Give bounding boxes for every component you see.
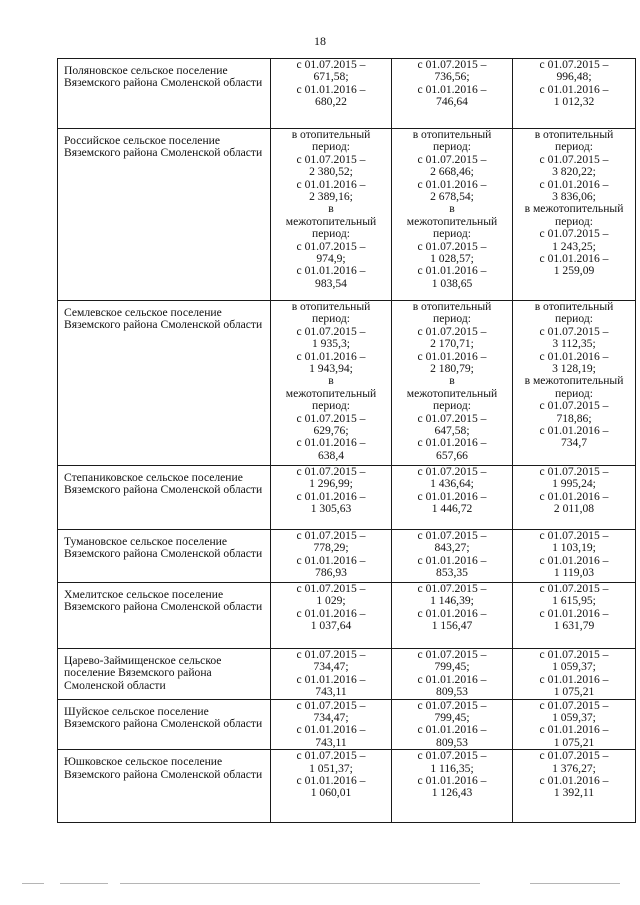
tariff-cell-1: [271, 59, 392, 129]
tariff-line: с 01.01.2016 –: [417, 436, 487, 450]
tariff-line: период:: [312, 399, 350, 413]
tariff-line: межотопительный: [406, 386, 498, 400]
tariff-cell-3: [513, 583, 636, 649]
tariff-line: 2 180,79;: [430, 362, 474, 376]
tariff-line: с 01.07.2015 –: [417, 648, 487, 661]
tariff-line: с 01.01.2016 –: [539, 82, 609, 96]
tariff-cell-3: [513, 699, 636, 750]
tariff-line: 2 668,46;: [430, 165, 474, 179]
tariff-line: 1 075,21: [553, 735, 595, 749]
tariff-line: 1 296,99;: [309, 477, 353, 491]
tariff-line: в отопительный: [412, 300, 492, 313]
tariff-line: с 01.07.2015 –: [296, 529, 366, 542]
tariff-line: с 01.07.2015 –: [539, 399, 609, 413]
tariff-cell-2: [392, 649, 513, 700]
tariff-line: с 01.01.2016 –: [296, 82, 366, 96]
tariff-line: 734,47;: [313, 711, 349, 725]
tariff-cell-3: [513, 530, 636, 583]
tariff-line: в: [328, 374, 334, 388]
tariff-line: 843,27;: [434, 541, 470, 555]
tariff-line: с 01.07.2015 –: [296, 239, 366, 253]
tariff-line: 1 059,37;: [552, 711, 596, 725]
tariff-cell-3: [513, 750, 636, 823]
tariff-line: 853,35: [436, 566, 468, 580]
tariff-line: с 01.01.2016 –: [417, 553, 487, 567]
tariff-line: 1 446,72: [431, 502, 473, 516]
tariff-cell-1: [271, 583, 392, 649]
tariff-line: 983,54: [315, 276, 347, 290]
tariff-cell-1: [271, 530, 392, 583]
tariff-line: с 01.07.2015 –: [417, 411, 487, 425]
tariff-line: 1 305,63: [310, 502, 352, 516]
table-row: [58, 699, 636, 750]
tariff-cell-2: [392, 530, 513, 583]
tariff-line: с 01.01.2016 –: [296, 774, 366, 788]
tariff-line: 2 170,71;: [430, 337, 474, 351]
tariff-line: период:: [555, 214, 593, 228]
tariff-line: 1 037,64: [310, 619, 352, 633]
tariff-cell-2: [392, 583, 513, 649]
tariff-line: 1 243,25;: [552, 239, 596, 253]
tariff-line: 1 119,03: [553, 566, 595, 580]
tariff-line: с 01.07.2015 –: [539, 529, 609, 542]
tariff-cell-1: [271, 301, 392, 466]
tariff-line: с 01.07.2015 –: [417, 582, 487, 595]
tariff-line: 3 112,35;: [552, 337, 596, 351]
settlement-name-cell: Российское сельское поселение Вяземского района Смоленской области: [58, 129, 271, 301]
settlement-name-cell: Царево-Займищенское сельское поселение Вяземского района Смоленской области: [58, 649, 271, 700]
settlement-name-cell: Степаниковское сельское поселение Вяземского района Смоленской области: [58, 466, 271, 530]
table-row: [58, 750, 636, 823]
tariff-cell-1: [271, 750, 392, 823]
tariff-line: с 01.07.2015 –: [417, 58, 487, 71]
tariff-line: с 01.01.2016 –: [539, 349, 609, 363]
tariff-line: 1 943,94;: [309, 362, 353, 376]
tariff-line: с 01.07.2015 –: [417, 698, 487, 712]
tariff-line: с 01.01.2016 –: [296, 606, 366, 620]
tariff-line: 809,53: [436, 685, 468, 699]
tariff-line: с 01.01.2016 –: [539, 723, 609, 737]
tariff-line: период:: [312, 312, 350, 326]
tariff-line: межотопительный: [406, 214, 498, 228]
tariff-line: с 01.07.2015 –: [296, 749, 366, 763]
tariff-line: с 01.01.2016 –: [539, 553, 609, 567]
tariff-line: с 01.01.2016 –: [417, 672, 487, 686]
tariff-line: 743,11: [315, 685, 347, 699]
tariff-table: [57, 58, 636, 823]
tariff-line: с 01.07.2015 –: [296, 152, 366, 166]
tariff-line: с 01.01.2016 –: [539, 252, 609, 266]
tariff-line: 1 631,79: [553, 619, 595, 633]
tariff-line: 1 995,24;: [552, 477, 596, 491]
tariff-cell-3: [513, 129, 636, 301]
table-row: [58, 583, 636, 649]
tariff-line: 1 146,39;: [430, 594, 474, 608]
tariff-line: с 01.07.2015 –: [417, 465, 487, 478]
tariff-line: в отопительный: [291, 300, 371, 313]
tariff-line: с 01.01.2016 –: [539, 672, 609, 686]
tariff-line: 1 038,65: [431, 276, 473, 290]
tariff-line: с 01.07.2015 –: [296, 465, 366, 478]
tariff-line: период:: [433, 140, 471, 154]
tariff-line: с 01.01.2016 –: [539, 606, 609, 620]
settlement-name-cell: Юшковское сельское поселение Вяземского района Смоленской области: [58, 750, 271, 823]
tariff-line: с 01.07.2015 –: [539, 324, 609, 338]
tariff-line: с 01.01.2016 –: [417, 489, 487, 503]
tariff-line: с 01.07.2015 –: [539, 152, 609, 166]
tariff-line: 657,66: [436, 448, 468, 462]
tariff-cell-1: [271, 699, 392, 750]
tariff-cell-3: [513, 649, 636, 700]
tariff-line: 2 389,16;: [309, 190, 353, 204]
tariff-cell-3: [513, 59, 636, 129]
tariff-line: 3 836,06;: [552, 190, 596, 204]
tariff-line: в: [328, 202, 334, 216]
tariff-line: с 01.07.2015 –: [539, 227, 609, 241]
tariff-line: 778,29;: [313, 541, 349, 555]
tariff-line: 3 820,22;: [552, 165, 596, 179]
tariff-line: 647,58;: [434, 424, 470, 438]
table-row: [58, 466, 636, 530]
tariff-cell-1: [271, 129, 392, 301]
tariff-line: с 01.01.2016 –: [417, 774, 487, 788]
footer-rule: [60, 883, 108, 884]
tariff-line: с 01.01.2016 –: [539, 774, 609, 788]
tariff-line: в отопительный: [291, 128, 371, 141]
tariff-line: с 01.07.2015 –: [539, 582, 609, 595]
tariff-line: период:: [312, 140, 350, 154]
tariff-line: с 01.01.2016 –: [417, 349, 487, 363]
tariff-line: 1 060,01: [310, 786, 352, 800]
tariff-line: 1 012,32: [553, 95, 595, 109]
tariff-line: с 01.01.2016 –: [417, 264, 487, 278]
tariff-line: с 01.07.2015 –: [296, 648, 366, 661]
tariff-line: с 01.07.2015 –: [296, 324, 366, 338]
tariff-line: в отопительный: [534, 300, 614, 313]
settlement-name-cell: Хмелитское сельское поселение Вяземского района Смоленской области: [58, 583, 271, 649]
tariff-line: с 01.01.2016 –: [296, 349, 366, 363]
tariff-line: 1 259,09: [553, 264, 595, 278]
tariff-line: 1 156,47: [431, 619, 473, 633]
tariff-line: с 01.07.2015 –: [417, 749, 487, 763]
tariff-line: с 01.07.2015 –: [539, 749, 609, 763]
tariff-line: 1 103,19;: [552, 541, 596, 555]
tariff-cell-3: [513, 466, 636, 530]
tariff-line: период:: [433, 312, 471, 326]
tariff-line: с 01.07.2015 –: [417, 152, 487, 166]
tariff-table-body: [58, 59, 636, 823]
tariff-line: с 01.01.2016 –: [296, 723, 366, 737]
tariff-line: 1 935,3;: [311, 337, 350, 351]
table-row: [58, 649, 636, 700]
tariff-line: межотопительный: [285, 214, 377, 228]
tariff-line: 1 116,35;: [430, 761, 474, 775]
tariff-line: с 01.01.2016 –: [539, 424, 609, 438]
settlement-name-cell: Семлевское сельское поселение Вяземского района Смоленской области: [58, 301, 271, 466]
settlement-name-cell: Поляновское сельское поселение Вяземского района Смоленской области: [58, 59, 271, 129]
tariff-cell-2: [392, 750, 513, 823]
tariff-line: в отопительный: [412, 128, 492, 141]
table-row: [58, 129, 636, 301]
tariff-line: с 01.07.2015 –: [296, 58, 366, 71]
tariff-line: 2 011,08: [553, 502, 595, 516]
tariff-line: 671,58;: [313, 70, 349, 84]
tariff-line: 1 376,27;: [552, 761, 596, 775]
tariff-line: 743,11: [315, 735, 347, 749]
tariff-cell-3: [513, 301, 636, 466]
tariff-line: период:: [433, 399, 471, 413]
tariff-line: с 01.01.2016 –: [296, 672, 366, 686]
tariff-line: с 01.01.2016 –: [417, 723, 487, 737]
tariff-cell-2: [392, 466, 513, 530]
table-row: [58, 59, 636, 129]
tariff-line: в: [449, 202, 455, 216]
tariff-line: 638,4: [317, 448, 345, 462]
tariff-line: с 01.07.2015 –: [539, 58, 609, 71]
tariff-line: 734,7: [560, 436, 588, 450]
tariff-line: период:: [555, 312, 593, 326]
tariff-cell-1: [271, 466, 392, 530]
tariff-line: в: [449, 374, 455, 388]
tariff-line: 1 029;: [316, 594, 346, 608]
tariff-line: период:: [312, 227, 350, 241]
tariff-cell-2: [392, 129, 513, 301]
tariff-line: с 01.01.2016 –: [296, 489, 366, 503]
tariff-line: 629,76;: [313, 424, 349, 438]
footer-rule: [120, 883, 480, 884]
tariff-line: с 01.07.2015 –: [296, 582, 366, 595]
tariff-line: с 01.01.2016 –: [296, 177, 366, 191]
table-row: [58, 301, 636, 466]
tariff-line: с 01.07.2015 –: [296, 698, 366, 712]
tariff-line: период:: [555, 140, 593, 154]
footer-rule: [22, 883, 44, 884]
tariff-line: с 01.01.2016 –: [539, 177, 609, 191]
tariff-line: 1 051,37;: [309, 761, 353, 775]
tariff-line: 1 392,11: [553, 786, 595, 800]
tariff-line: период:: [555, 386, 593, 400]
tariff-line: 2 678,54;: [430, 190, 474, 204]
settlement-name-cell: Шуйское сельское поселение Вяземского района Смоленской области: [58, 699, 271, 750]
tariff-line: 736,56;: [434, 70, 470, 84]
tariff-line: 809,53: [436, 735, 468, 749]
tariff-line: в межотопительный: [524, 374, 624, 388]
tariff-cell-2: [392, 59, 513, 129]
tariff-cell-1: [271, 649, 392, 700]
tariff-line: 734,47;: [313, 660, 349, 674]
tariff-line: 1 059,37;: [552, 660, 596, 674]
tariff-line: с 01.01.2016 –: [296, 553, 366, 567]
tariff-line: 1 126,43: [431, 786, 473, 800]
tariff-line: с 01.07.2015 –: [539, 648, 609, 661]
tariff-line: 974,9;: [316, 252, 346, 266]
tariff-line: 1 075,21: [553, 685, 595, 699]
tariff-line: 746,64: [436, 95, 468, 109]
table-row: [58, 530, 636, 583]
tariff-line: с 01.01.2016 –: [417, 606, 487, 620]
tariff-line: 3 128,19;: [552, 362, 596, 376]
tariff-line: 718,86;: [556, 411, 592, 425]
tariff-line: 799,45;: [434, 711, 470, 725]
tariff-line: с 01.01.2016 –: [296, 436, 366, 450]
tariff-line: с 01.01.2016 –: [417, 82, 487, 96]
tariff-line: 1 436,64;: [430, 477, 474, 491]
tariff-line: с 01.01.2016 –: [539, 489, 609, 503]
tariff-line: с 01.07.2015 –: [539, 698, 609, 712]
tariff-line: с 01.01.2016 –: [417, 177, 487, 191]
tariff-line: 680,22: [315, 95, 347, 109]
tariff-line: с 01.07.2015 –: [417, 239, 487, 253]
tariff-line: с 01.07.2015 –: [296, 411, 366, 425]
tariff-line: 1 028,57;: [430, 252, 474, 266]
tariff-line: период:: [433, 227, 471, 241]
tariff-line: 2 380,52;: [309, 165, 353, 179]
footer-rule: [530, 883, 620, 884]
tariff-line: 996,48;: [556, 70, 592, 84]
tariff-cell-2: [392, 301, 513, 466]
tariff-line: с 01.07.2015 –: [417, 324, 487, 338]
tariff-line: с 01.01.2016 –: [296, 264, 366, 278]
page-number: 18: [314, 34, 326, 48]
tariff-line: с 01.07.2015 –: [539, 465, 609, 478]
tariff-line: 1 615,95;: [552, 594, 596, 608]
settlement-name-cell: Тумановское сельское поселение Вяземского района Смоленской области: [58, 530, 271, 583]
tariff-line: 786,93: [315, 566, 347, 580]
tariff-line: в межотопительный: [524, 202, 624, 216]
tariff-line: межотопительный: [285, 386, 377, 400]
tariff-line: в отопительный: [534, 128, 614, 141]
tariff-line: 799,45;: [434, 660, 470, 674]
tariff-cell-2: [392, 699, 513, 750]
tariff-line: с 01.07.2015 –: [417, 529, 487, 542]
